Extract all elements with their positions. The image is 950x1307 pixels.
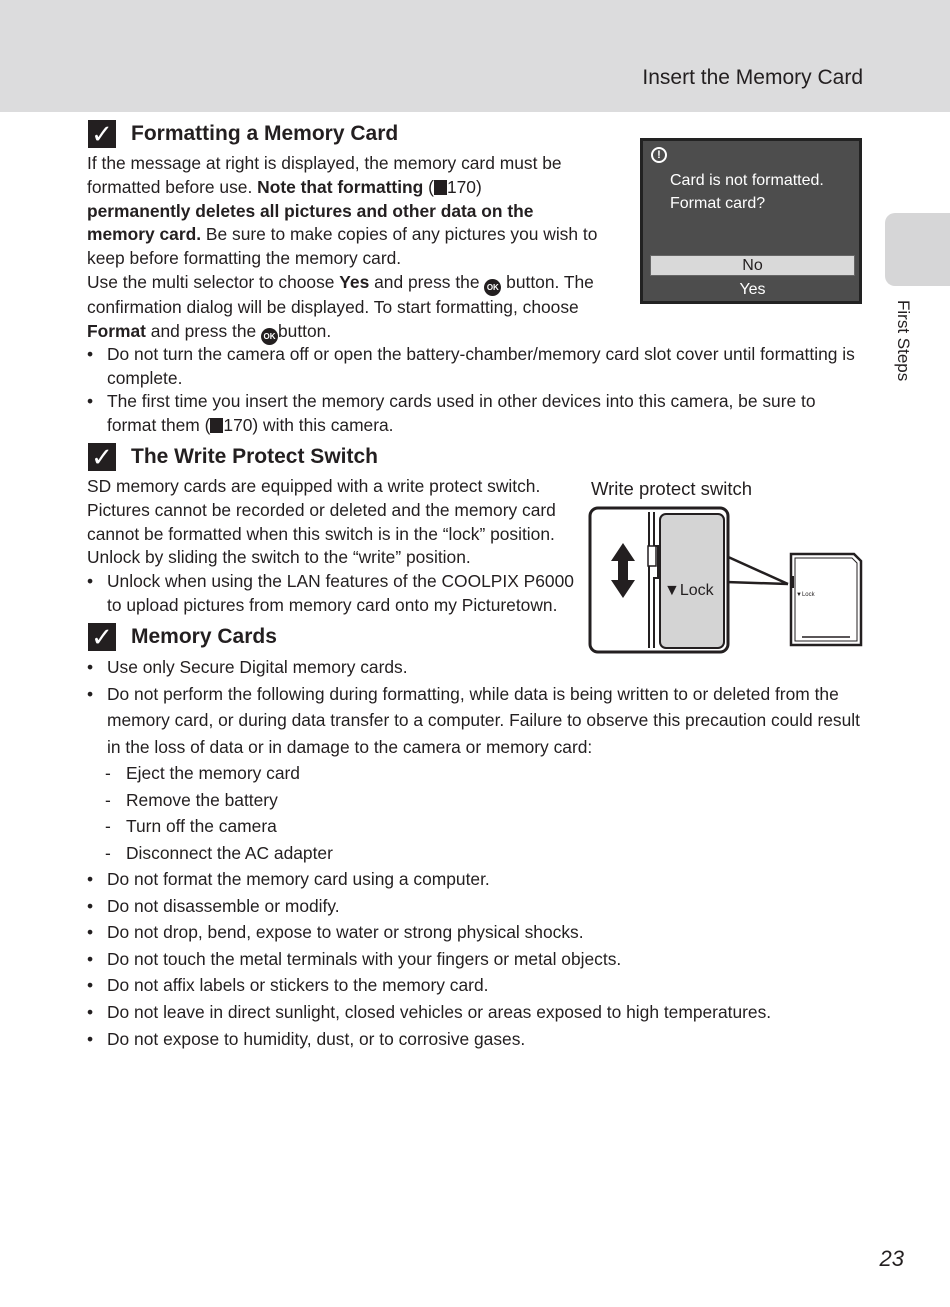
list-item: • Use only Secure Digital memory cards. — [87, 654, 863, 681]
list-item: • Do not disassemble or modify. — [87, 893, 863, 920]
section-title: Memory Cards — [131, 625, 277, 648]
text-line: keep before formatting the memory card. — [87, 248, 402, 269]
write-protect-switch-figure — [588, 506, 868, 663]
list-item: • Do not expose to humidity, dust, or to corrosive gases. — [87, 1026, 863, 1053]
header-band — [0, 0, 950, 112]
text-line: formatted before use. Note that formatting ( 170) — [87, 176, 482, 197]
section-title: Formatting a Memory Card — [131, 122, 399, 145]
list-item: • Do not format the memory card using a computer. — [87, 866, 863, 893]
text-line: SD memory cards are equipped with a write protect switch. — [87, 476, 541, 496]
list-item: • Do not leave in direct sunlight, closed vehicles or areas exposed to high temperatures. — [87, 999, 863, 1026]
section-title: The Write Protect Switch — [131, 445, 378, 468]
formatting-bullets — [87, 343, 863, 437]
list-item: • The first time you insert the memory cards used in other devices into this camera, be sure to format them ( 170) with this camera. — [87, 390, 863, 437]
checkmark-box-icon: ✓ — [88, 443, 116, 471]
section-heading-memory-cards — [88, 623, 277, 651]
dialog-message-line: Format card? — [670, 195, 766, 212]
sd-card-illustration — [588, 506, 868, 658]
text-line: permanently deletes all pictures and other data on the — [87, 200, 534, 221]
dialog-option-no[interactable]: No — [650, 255, 855, 276]
ok-button-icon: OK — [484, 279, 501, 296]
write-protect-bullets — [87, 570, 587, 617]
dialog-option-yes[interactable]: Yes — [739, 281, 766, 298]
list-item: - Turn off the camera — [87, 813, 863, 840]
text-line: Pictures cannot be recorded or deleted and the memory card — [87, 499, 556, 520]
list-item: - Disconnect the AC adapter — [87, 840, 863, 867]
list-item: • Do not drop, bend, expose to water or strong physical shocks. — [87, 919, 863, 946]
dialog-message-line: Card is not formatted. — [670, 172, 824, 189]
section-heading-write-protect — [88, 443, 378, 471]
page-header-title: Insert the Memory Card — [642, 66, 863, 89]
list-item: - Remove the battery — [87, 787, 863, 814]
memory-cards-dash-list — [87, 760, 863, 866]
text-line: confirmation dialog will be displayed. To start formatting, choose — [87, 296, 579, 317]
list-item: - Eject the memory card — [87, 760, 863, 787]
figure-caption: Write protect switch — [591, 478, 753, 499]
ok-button-icon: OK — [261, 328, 278, 345]
text-line: Format and press the OK button. — [87, 320, 597, 345]
text-line: Use the multi selector to choose Yes and press the OK button. The — [87, 271, 597, 296]
checkmark-box-icon: ✓ — [88, 623, 116, 651]
list-item: • Do not affix labels or stickers to the memory card. — [87, 972, 863, 999]
chapter-tab — [885, 213, 950, 286]
section-heading-formatting — [88, 120, 398, 148]
page-number: 23 — [879, 1246, 904, 1271]
format-card-dialog — [640, 138, 862, 304]
lock-label: ▼Lock — [664, 582, 714, 599]
page-reference-icon — [210, 418, 223, 433]
write-protect-paragraph — [87, 475, 556, 570]
warning-icon: ! — [651, 147, 667, 163]
list-item: • Do not perform the following during formatting, while data is being written to or deleted from the memory card, or during data transfer to a computer. Failure to observe this precaution could result in the loss of data or in damage to the camera or memory card: — [87, 681, 863, 761]
text-line: If the message at right is displayed, the memory card must be — [87, 153, 562, 173]
text-line: Unlock by sliding the switch to the “write” position. — [87, 547, 471, 568]
list-item: • Unlock when using the LAN features of the COOLPIX P6000 to upload pictures from memory card onto my Picturetown. — [87, 570, 587, 617]
list-item: • Do not turn the camera off or open the battery-chamber/memory card slot cover until formatting is complete. — [87, 343, 863, 390]
chapter-tab-label: First Steps — [894, 300, 913, 382]
memory-cards-bullets — [87, 654, 863, 760]
formatting-paragraph — [87, 152, 597, 345]
dialog-message — [670, 169, 824, 215]
page-reference-icon — [434, 180, 447, 195]
small-lock-label: ▼Lock — [796, 592, 815, 598]
text-line: memory card. Be sure to make copies of any pictures you wish to — [87, 224, 598, 245]
text-line: cannot be formatted when this switch is in the “lock” position. — [87, 523, 555, 544]
list-item: • Do not touch the metal terminals with your fingers or metal objects. — [87, 946, 863, 973]
memory-cards-bullets-more — [87, 866, 863, 1052]
checkmark-box-icon: ✓ — [88, 120, 116, 148]
